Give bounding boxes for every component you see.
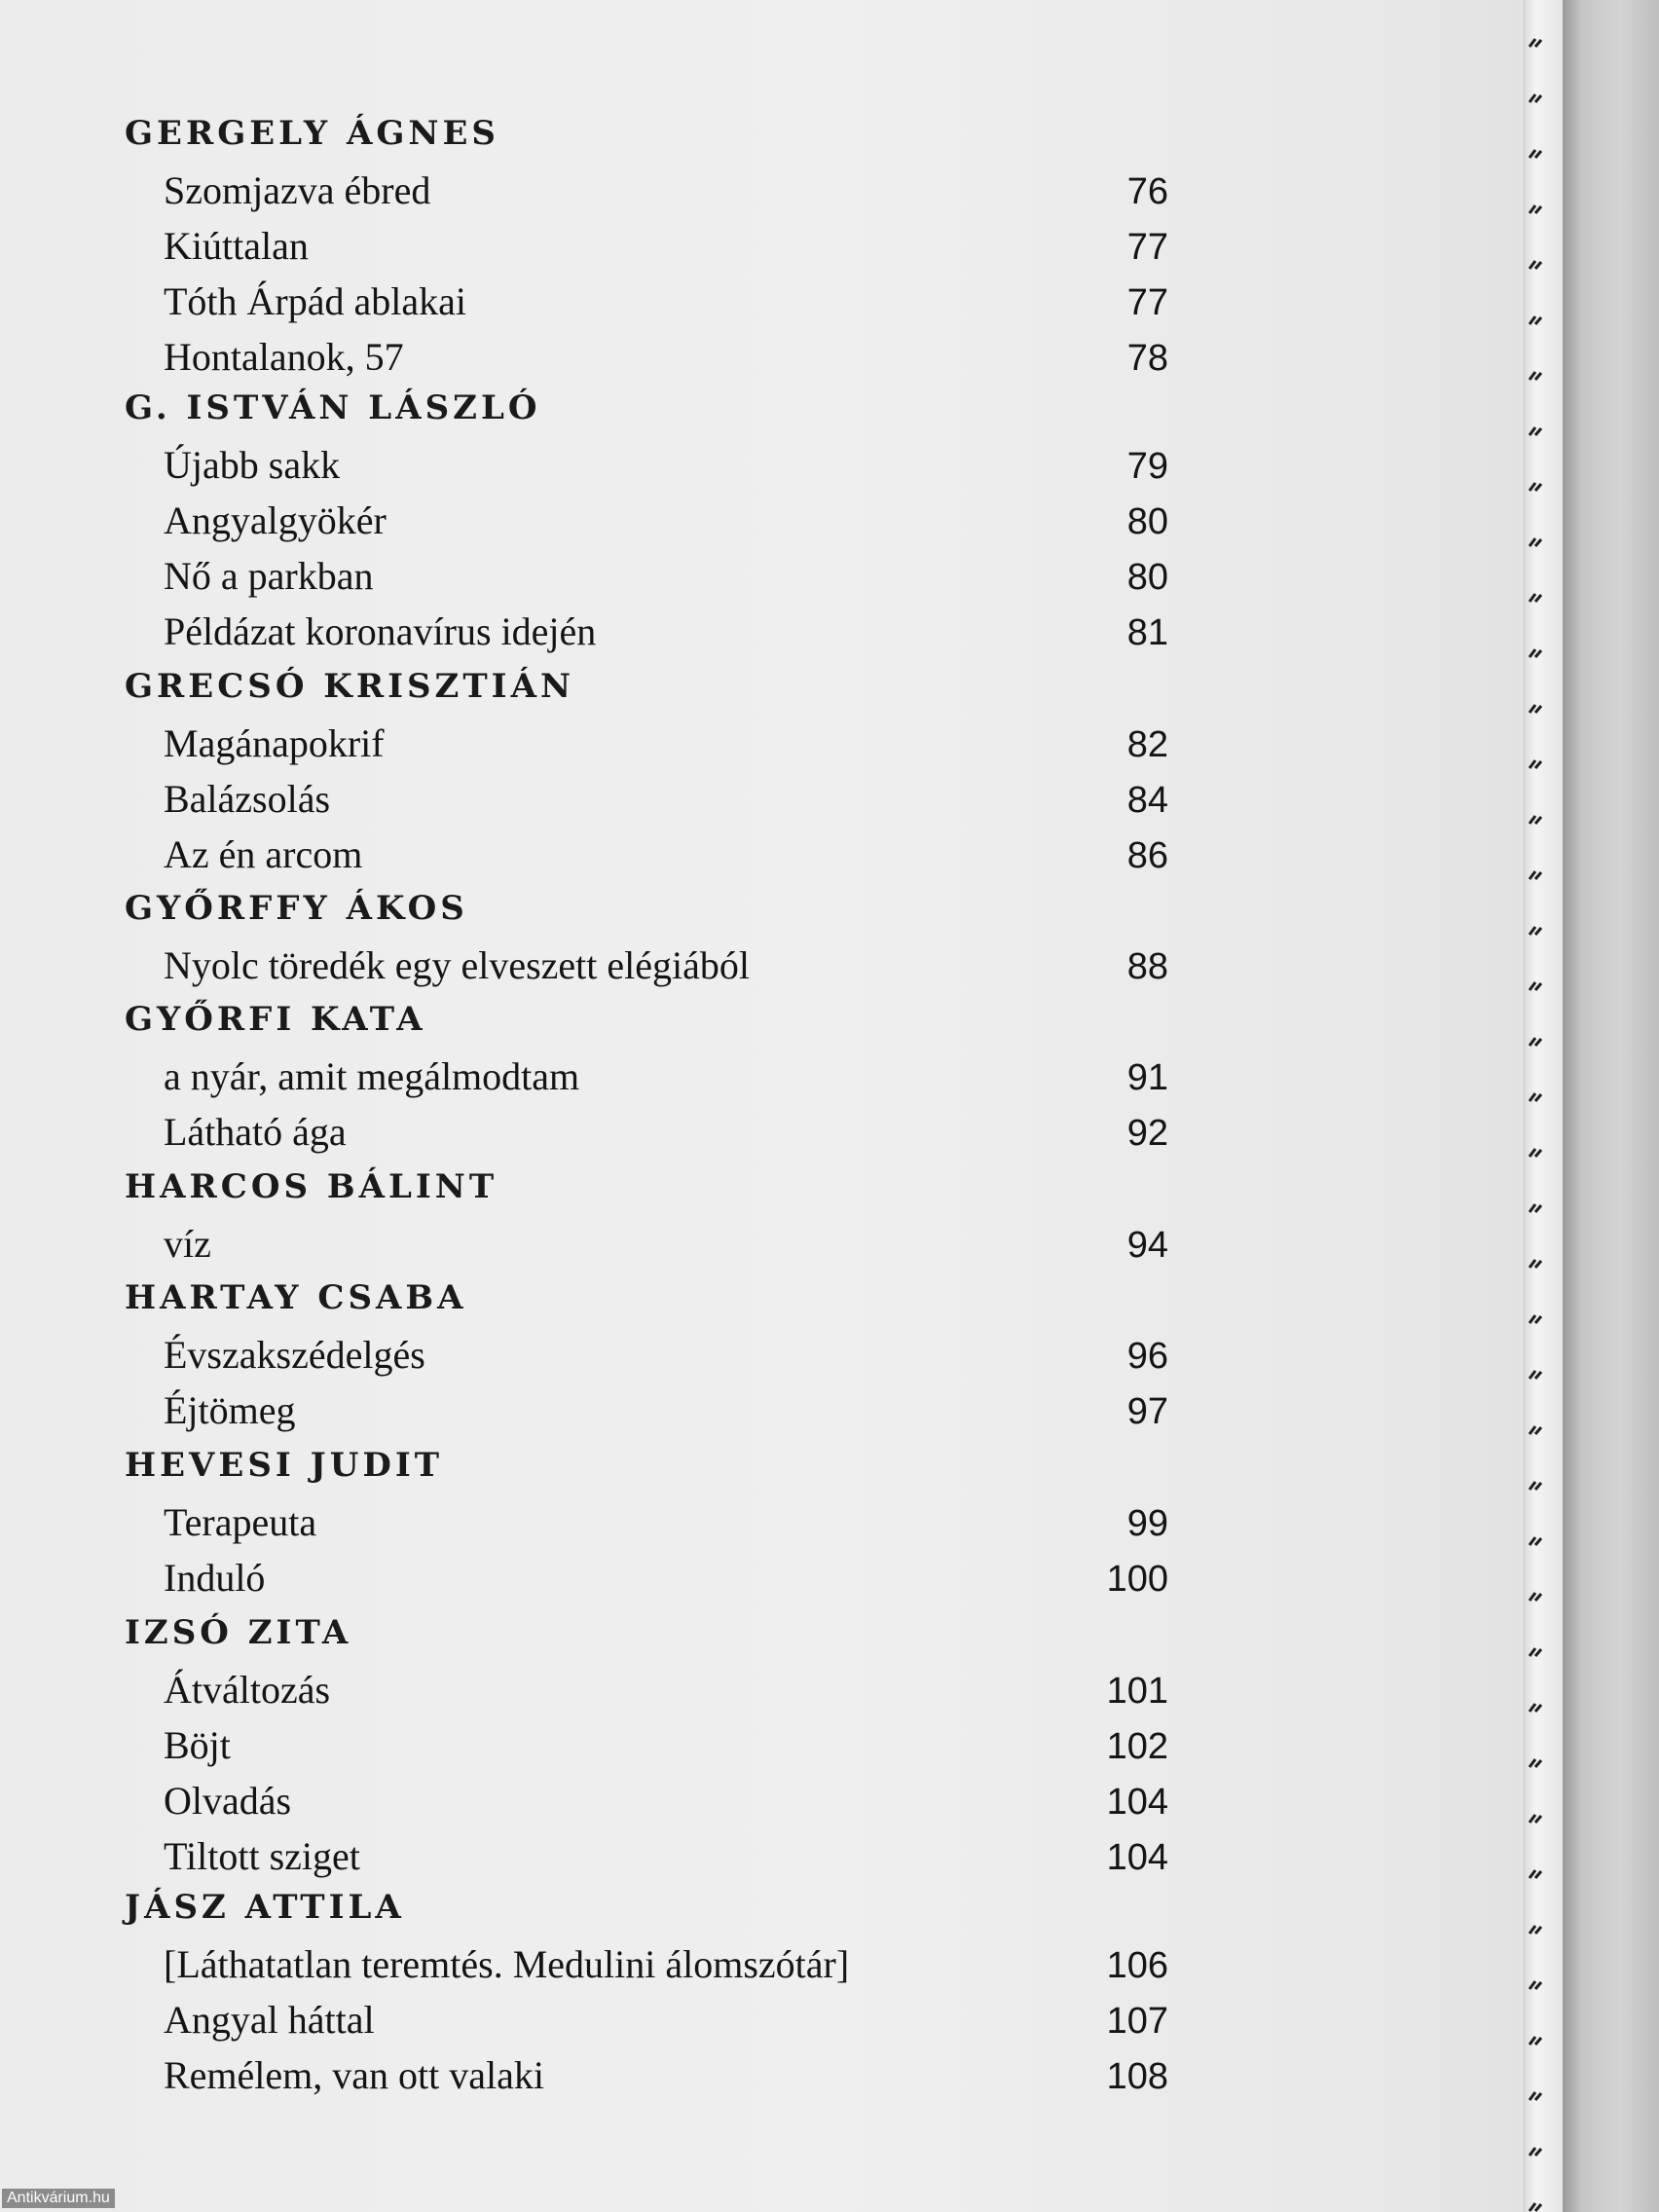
edge-mark xyxy=(1530,1926,1541,1934)
page-edge-marks xyxy=(1524,0,1563,2212)
entry-title: Nő a parkban xyxy=(164,554,374,598)
entry-title: Az én arcom xyxy=(164,832,363,876)
edge-mark xyxy=(1530,1870,1541,1878)
edge-mark xyxy=(1530,1371,1541,1379)
entry-page-number: 80 xyxy=(1126,557,1168,598)
edge-mark xyxy=(1530,2037,1541,2045)
edge-mark xyxy=(1530,1648,1541,1656)
entry-title: Szomjazva ébred xyxy=(164,168,431,212)
edge-mark xyxy=(1530,261,1541,269)
entry-title: Magánapokrif xyxy=(164,721,385,765)
entry-page-number: 80 xyxy=(1126,501,1168,542)
edge-mark xyxy=(1530,816,1541,824)
edge-mark xyxy=(1530,705,1541,713)
entry-page-number: 84 xyxy=(1126,780,1168,821)
entry-title: Újabb sakk xyxy=(164,443,341,487)
entry-page-number: 97 xyxy=(1126,1391,1168,1432)
edge-mark xyxy=(1530,1815,1541,1823)
edge-mark xyxy=(1530,39,1541,47)
entry-page-number: 108 xyxy=(1106,2056,1168,2097)
entry-title: Látható ága xyxy=(164,1110,347,1154)
entry-page-number: 100 xyxy=(1106,1559,1168,1600)
entry-page-number: 82 xyxy=(1126,724,1168,765)
author-heading: HEVESI JUDIT xyxy=(125,1446,444,1485)
entry-title: Tóth Árpád ablakai xyxy=(164,279,466,323)
entry-title: Remélem, van ott valaki xyxy=(164,2053,544,2097)
watermark: Antikvárium.hu xyxy=(2,2189,115,2208)
edge-mark xyxy=(1530,1149,1541,1157)
entry-page-number: 107 xyxy=(1106,2001,1168,2042)
entry-title: Nyolc töredék egy elveszett elégiából xyxy=(164,943,750,987)
author-heading: HARTAY CSABA xyxy=(125,1278,467,1317)
entry-title: Angyal háttal xyxy=(164,1998,375,2042)
edge-mark xyxy=(1530,1759,1541,1767)
author-heading: GYŐRFI KATA xyxy=(125,1000,426,1039)
entry-page-number: 102 xyxy=(1106,1726,1168,1767)
author-heading: JÁSZ ATTILA xyxy=(125,1888,405,1927)
entry-title: Terapeuta xyxy=(164,1500,317,1544)
edge-mark xyxy=(1530,316,1541,324)
author-heading: G. ISTVÁN LÁSZLÓ xyxy=(125,388,541,427)
entry-title: Balázsolás xyxy=(164,777,331,821)
edge-mark xyxy=(1530,1315,1541,1323)
entry-title: Hontalanok, 57 xyxy=(164,335,404,379)
entry-title: [Láthatatlan teremtés. Medulini álomszótár] xyxy=(164,1942,850,1986)
edge-mark xyxy=(1530,871,1541,879)
edge-mark xyxy=(1530,94,1541,102)
edge-mark xyxy=(1530,927,1541,935)
entry-page-number: 99 xyxy=(1126,1503,1168,1544)
edge-mark xyxy=(1530,1537,1541,1545)
edge-mark xyxy=(1530,1981,1541,1989)
edge-mark xyxy=(1530,1593,1541,1601)
edge-mark xyxy=(1530,594,1541,602)
edge-mark xyxy=(1530,2148,1541,2156)
entry-title: Átváltozás xyxy=(164,1668,331,1712)
edge-mark xyxy=(1530,1260,1541,1268)
edge-mark xyxy=(1530,1038,1541,1046)
entry-page-number: 81 xyxy=(1126,612,1168,653)
edge-mark xyxy=(1530,760,1541,768)
entry-page-number: 76 xyxy=(1126,171,1168,212)
entry-title: víz xyxy=(164,1222,211,1266)
edge-mark xyxy=(1530,1704,1541,1712)
entry-title: Angyalgyökér xyxy=(164,498,387,542)
author-heading: GERGELY ÁGNES xyxy=(125,114,499,153)
entry-page-number: 94 xyxy=(1126,1225,1168,1266)
entry-page-number: 77 xyxy=(1126,282,1168,323)
edge-mark xyxy=(1530,982,1541,990)
edge-mark xyxy=(1530,150,1541,158)
entry-page-number: 104 xyxy=(1106,1782,1168,1823)
entry-title: Példázat koronavírus idején xyxy=(164,609,597,653)
entry-title: Tiltott sziget xyxy=(164,1834,360,1878)
entry-page-number: 96 xyxy=(1126,1336,1168,1377)
entry-page-number: 91 xyxy=(1126,1057,1168,1098)
edge-mark xyxy=(1530,205,1541,213)
edge-mark xyxy=(1530,1093,1541,1101)
entry-title: Olvadás xyxy=(164,1779,292,1823)
edge-mark xyxy=(1530,2203,1541,2211)
edge-mark xyxy=(1530,649,1541,657)
entry-title: Éjtömeg xyxy=(164,1388,296,1432)
edge-mark xyxy=(1530,372,1541,380)
entry-page-number: 92 xyxy=(1126,1113,1168,1154)
entry-page-number: 79 xyxy=(1126,446,1168,487)
edge-mark xyxy=(1530,483,1541,491)
entry-page-number: 78 xyxy=(1126,338,1168,379)
edge-mark xyxy=(1530,1482,1541,1490)
background-surface xyxy=(1563,0,1659,2212)
entry-page-number: 101 xyxy=(1106,1671,1168,1712)
entry-page-number: 86 xyxy=(1126,835,1168,876)
entry-title: a nyár, amit megálmodtam xyxy=(164,1054,580,1098)
entry-page-number: 104 xyxy=(1106,1837,1168,1878)
entry-title: Böjt xyxy=(164,1723,231,1767)
entry-title: Induló xyxy=(164,1556,266,1600)
author-heading: GRECSÓ KRISZTIÁN xyxy=(125,667,575,706)
edge-mark xyxy=(1530,1426,1541,1434)
entry-title: Kiúttalan xyxy=(164,224,309,268)
edge-mark xyxy=(1530,2092,1541,2100)
entry-page-number: 106 xyxy=(1106,1945,1168,1986)
author-heading: HARCOS BÁLINT xyxy=(125,1167,498,1206)
entry-page-number: 88 xyxy=(1126,946,1168,987)
entry-page-number: 77 xyxy=(1126,227,1168,268)
author-heading: IZSÓ ZITA xyxy=(125,1613,352,1652)
entry-title: Évszakszédelgés xyxy=(164,1333,425,1377)
edge-mark xyxy=(1530,538,1541,546)
edge-mark xyxy=(1530,1204,1541,1212)
edge-mark xyxy=(1530,427,1541,435)
author-heading: GYŐRFFY ÁKOS xyxy=(125,889,468,928)
